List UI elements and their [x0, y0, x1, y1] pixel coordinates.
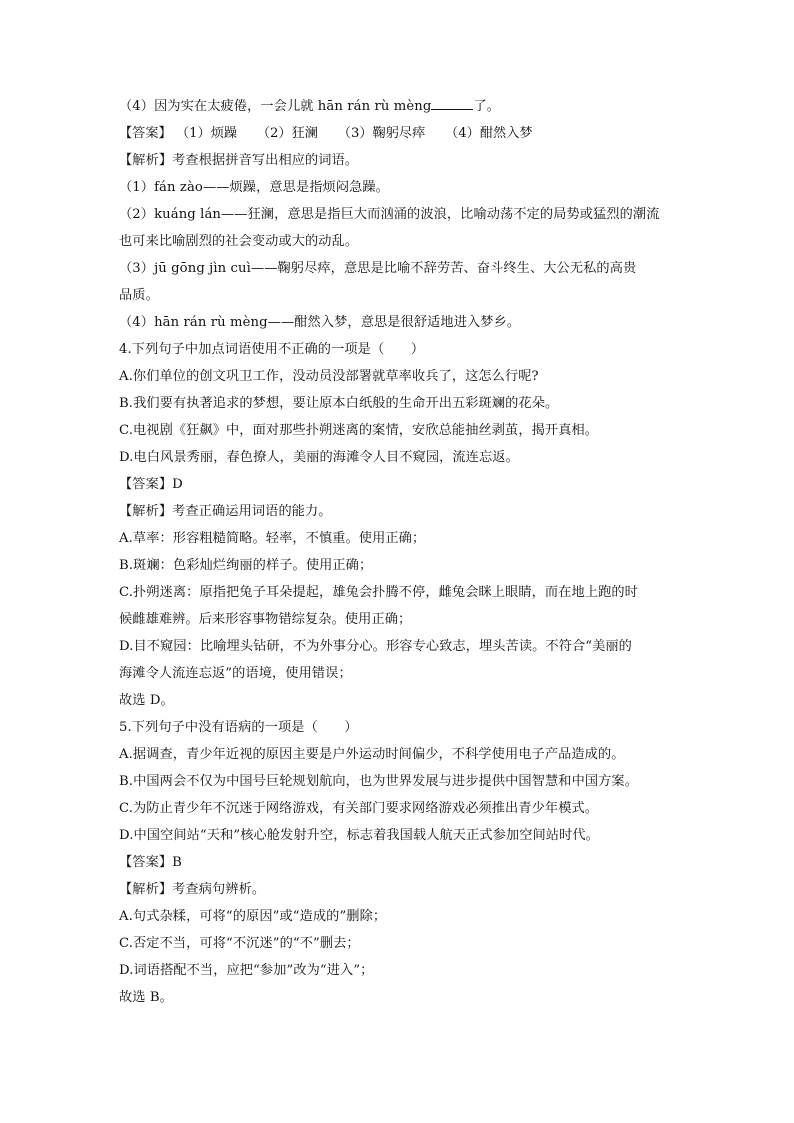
analysis-line: 【解析】考查病句辨析。: [119, 882, 266, 897]
analysis-line: C.扑朔迷离：原指把兔子耳朵提起，雄兔会扑腾不停，雌兔会眯上眼睛，而在地上跑的时: [119, 585, 638, 600]
analysis-line: （1）fán zào——烦躁，意思是指烦闷急躁。: [119, 180, 389, 195]
question-text: （4）因为实在太疲倦，一会儿就 hān rán rù mèng: [119, 99, 432, 114]
question-4-stem: 4.下列句子中加点词语使用不正确的一项是（ ）: [119, 342, 425, 357]
answer-line: 【答案】 （1）烦躁 （2）狂澜 （3）鞠躬尽瘁 （4）酣然入梦: [119, 126, 533, 141]
question-suffix: 了。: [473, 99, 501, 114]
analysis-line: 品质。: [119, 288, 159, 303]
analysis-line: D.词语搭配不当，应把“参加”改为“进入”；: [119, 963, 374, 978]
analysis-line: C.否定不当，可将“不沉迷”的“不”删去；: [119, 936, 360, 951]
document-body: [119, 93, 679, 1011]
analysis-line: （4）hān rán rù mèng——酣然入梦，意思是很舒适地进入梦乡。: [119, 315, 521, 330]
question-3-item-4: [119, 93, 679, 120]
analysis-line: 也可来比喻剧烈的社会变动或大的动乱。: [119, 234, 359, 249]
analysis-line: B.斑斓：色彩灿烂绚丽的样子。使用正确；: [119, 558, 373, 573]
analysis-line: 【解析】考查正确运用词语的能力。: [119, 504, 332, 519]
conclusion-line: 故选 B。: [119, 990, 173, 1005]
question-5-stem: 5.下列句子中没有语病的一项是（ ）: [119, 720, 358, 735]
option-line: A.你们单位的创文巩卫工作，没动员没部署就草率收兵了，这怎么行呢?: [119, 369, 539, 384]
option-line: C.电视剧《狂飙》中，面对那些扑朔迷离的案情，安欣总能抽丝剥茧，揭开真相。: [119, 423, 599, 438]
analysis-line: （2）kuáng lán——狂澜，意思是指巨大而汹涌的波浪，比喻动荡不定的局势或猛烈的潮流: [119, 207, 660, 222]
answer-blank: [431, 95, 473, 110]
option-line: D.电白风景秀丽，春色撩人，美丽的海滩令人目不窥园，流连忘返。: [119, 450, 519, 465]
answer-line: 【答案】B: [119, 855, 182, 870]
analysis-line: D.目不窥园：比喻埋头钻研，不为外事分心。形容专心致志，埋头苦读。不符合“美丽的: [119, 639, 632, 654]
analysis-line: 候雌雄难辨。后来形容事物错综复杂。使用正确；: [119, 612, 412, 627]
analysis-line: 海滩令人流连忘返”的语境，使用错误；: [119, 666, 352, 681]
answer-line: 【答案】D: [119, 477, 183, 492]
analysis-line: （3）jū gōng jìn cuì——鞠躬尽瘁，意思是比喻不辞劳苦、奋斗终生、大公无私的高贵: [119, 261, 637, 276]
option-line: A.据调查，青少年近视的原因主要是户外运动时间偏少，不科学使用电子产品造成的。: [119, 747, 625, 762]
option-line: B.中国两会不仅为中国号巨轮规划航向，也为世界发展与进步提供中国智慧和中国方案。: [119, 774, 639, 789]
analysis-line: A.草率：形容粗糙简略。轻率，不慎重。使用正确；: [119, 531, 426, 546]
analysis-line: A.句式杂糅，可将“的原因”或“造成的”删除；: [119, 909, 387, 924]
option-line: B.我们要有执著追求的梦想，要让原本白纸般的生命开出五彩斑斓的花朵。: [119, 396, 559, 411]
conclusion-line: 故选 D。: [119, 693, 174, 708]
analysis-line: 【解析】考查根据拼音写出相应的词语。: [119, 153, 359, 168]
option-line: D.中国空间站“天和”核心舱发射升空，标志着我国载人航天正式参加空间站时代。: [119, 828, 599, 843]
option-line: C.为防止青少年不沉迷于网络游戏，有关部门要求网络游戏必须推出青少年模式。: [119, 801, 599, 816]
